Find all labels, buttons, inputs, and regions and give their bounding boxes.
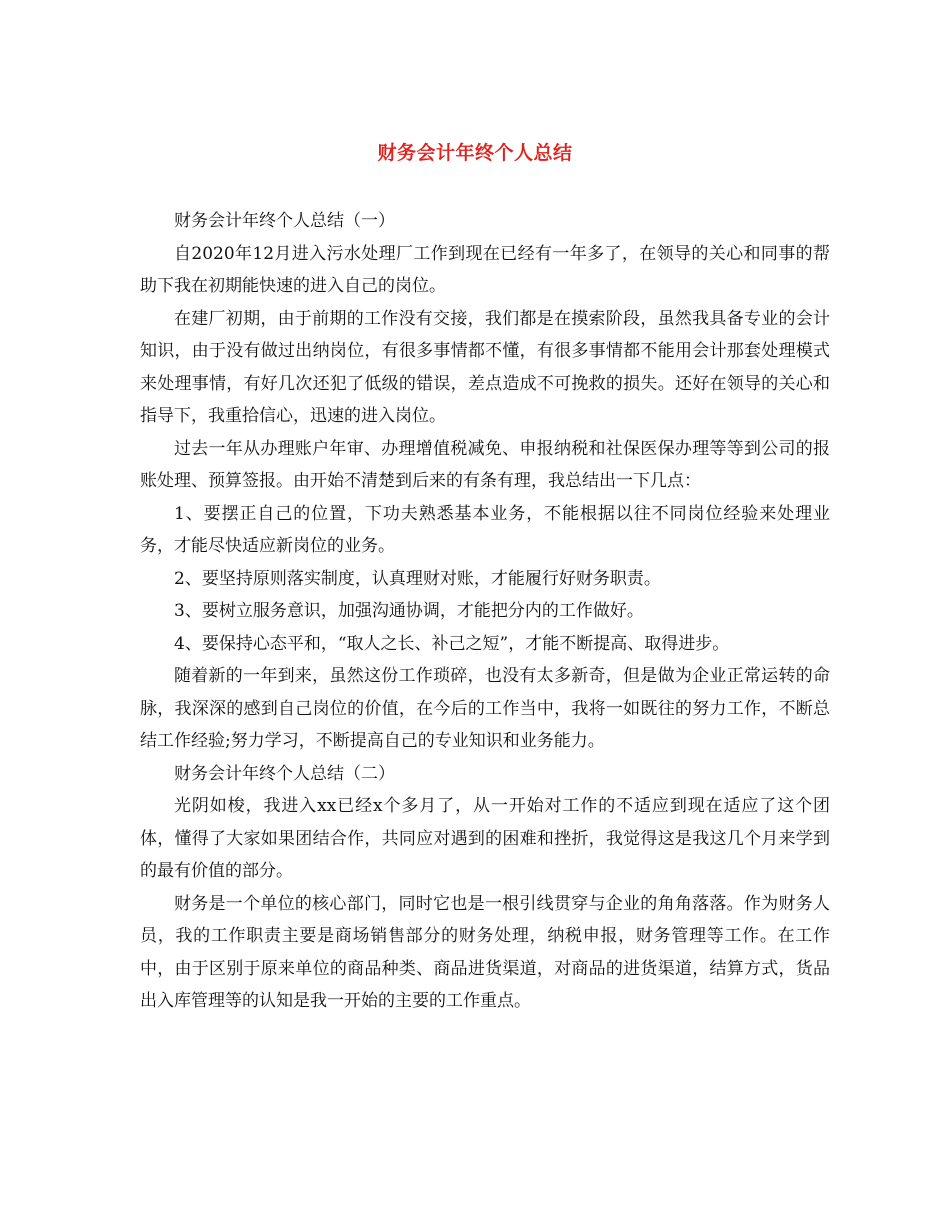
document-body bbox=[140, 205, 830, 1018]
paragraph: 光阴如梭，我进入xx已经x个多月了，从一开始对工作的不适应到现在适应了这个团体，懂得了大家如果团结合作，共同应对遇到的困难和挫折，我觉得这是我这几个月来学到的最有价值的部分。 bbox=[140, 796, 830, 881]
paragraph: 自2020年12月进入污水处理厂工作到现在已经有一年多了，在领导的关心和同事的帮助下我在初期能快速的进入自己的岗位。 bbox=[140, 243, 830, 296]
paragraph: 财务是一个单位的核心部门，同时它也是一根引线贯穿与企业的角角落落。作为财务人员，我的工作职责主要是商场销售部分的财务处理，纳税申报，财务管理等工作。在工作中，由于区别于原来单位的商品种类、商品进货渠道，对商品的进货渠道，结算方式，货品出入库管理等的认知是我一开始的主要的工作重点。 bbox=[140, 893, 830, 1011]
list-item: 2、要坚持原则落实制度，认真理财对账，才能履行好财务职责。 bbox=[174, 568, 661, 589]
list-item: 3、要树立服务意识，加强沟通协调，才能把分内的工作做好。 bbox=[174, 601, 644, 621]
section-heading-1: 财务会计年终个人总结（一） bbox=[174, 211, 395, 231]
section-heading-2: 财务会计年终个人总结（二） bbox=[174, 763, 395, 784]
paragraph: 在建厂初期，由于前期的工作没有交接，我们都是在摸索阶段，虽然我具备专业的会计知识，由于没有做过出纳岗位，有很多事情都不懂，有很多事情都不能用会计那套处理模式来处理事情，有好几次还犯了低级的错误，差点造成不可挽救的损失。还好在领导的关心和指导下，我重拾信心，迅速的进入岗位。 bbox=[140, 308, 830, 426]
list-item: 1、要摆正自己的位置，下功夫熟悉基本业务，不能根据以往不同岗位经验来处理业务，才能尽快适应新岗位的业务。 bbox=[140, 503, 830, 556]
paragraph: 过去一年从办理账户年审、办理增值税减免、申报纳税和社保医保办理等等到公司的报账处理、预算签报。由开始不清楚到后来的有条有理，我总结出一下几点： bbox=[140, 438, 830, 491]
document-title: 财务会计年终个人总结 bbox=[377, 142, 573, 164]
list-item: 4、要保持心态平和，“取人之长、补己之短”，才能不断提高、取得进步。 bbox=[174, 633, 730, 654]
paragraph: 随着新的一年到来，虽然这份工作琐碎，也没有太多新奇，但是做为企业正常运转的命脉，我深深的感到自己岗位的价值，在今后的工作当中，我将一如既往的努力工作，不断总结工作经验;努力学习，不断提高自己的专业知识和业务能力。 bbox=[140, 666, 830, 751]
